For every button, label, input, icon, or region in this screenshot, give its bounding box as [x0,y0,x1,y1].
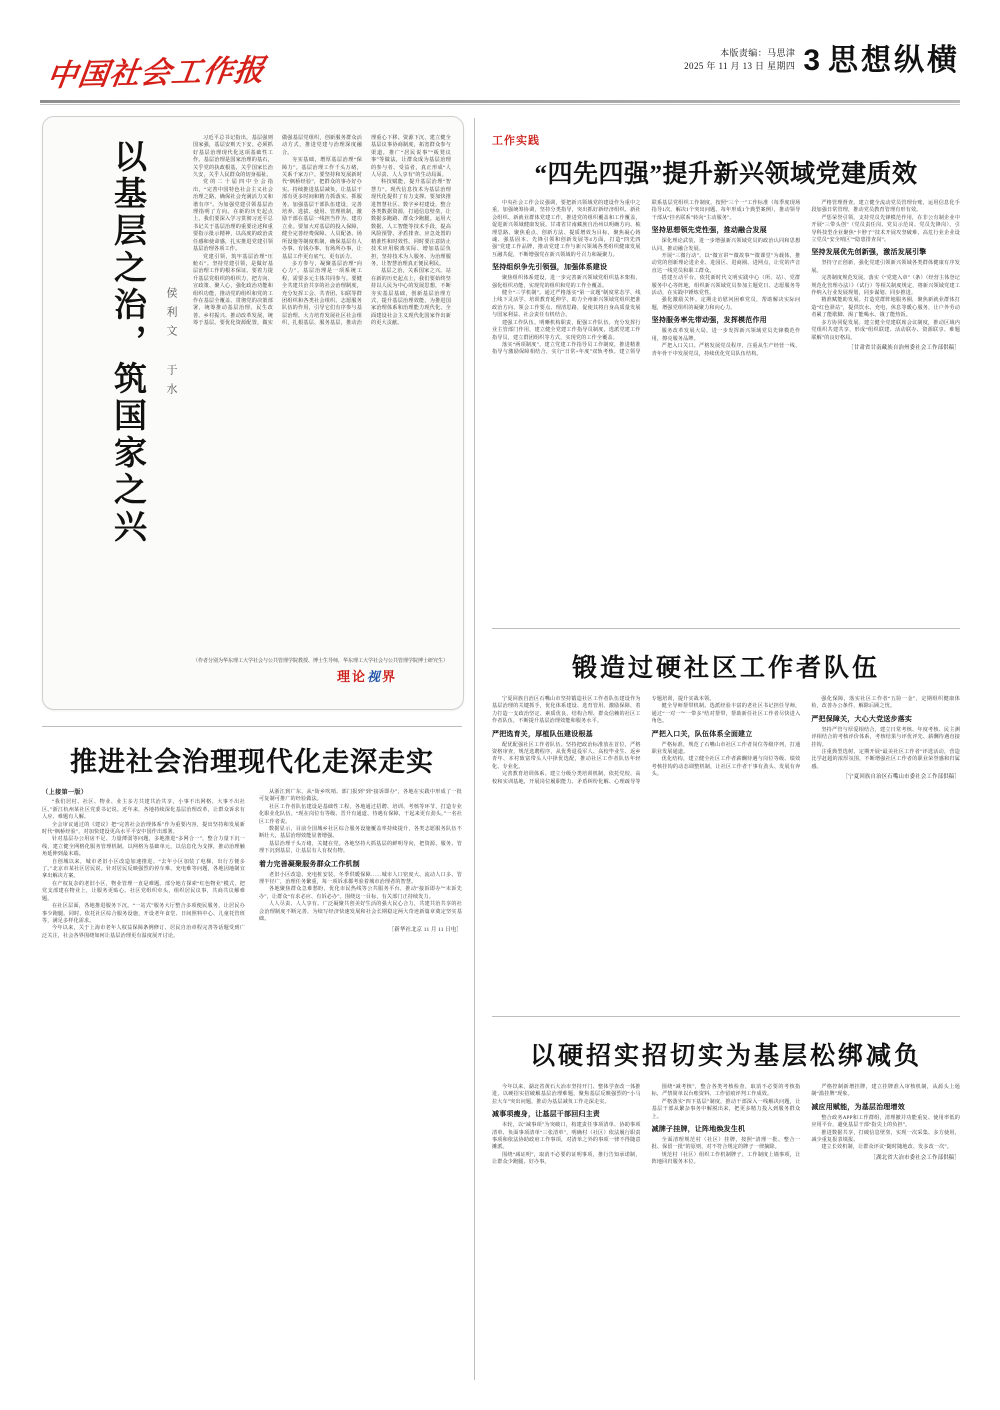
section-divider-r1 [492,628,960,629]
article-paragraph: 严格标准，规范了石嘴山市社区工作者岗位等级序列，打通职业发展通道。 [651,741,801,756]
feature-paragraph: 习近平总书记指出，基层强则国家强，基层安则天下安。必须抓好基层治理现代化这项基础性工作。基层治理是国家治理的基石，关乎党的执政根基，关乎国家长治久安，关乎人民群众的切身福祉。 [193,135,273,179]
article-source: ［宁夏回族自治区石嘴山市委社会工作部供稿］ [842,774,960,781]
article-paragraph: 完善制度规范发展。落实《“党建入章”（条）（经营主体登记规范化管理办法）》（试行）等相关制度规定，将新兴领域党建工作纳入行业发展规划，同步谋划、同步推进。 [811,275,960,297]
article-subheading: 坚持发展优先创新强，激活发展引擎 [811,249,927,257]
article-paragraph: 开展“三微行动”。以“微宣讲”“微故事”“微课堂”为载体，推动党的创新理论进企业、进园区、进商圈、进网点，让党的声音直达一线党员和职工群众。 [651,253,801,274]
article-subheading: 减牌子挂牌，让阵地焕发生机 [651,1126,746,1134]
article-paragraph: 多方协同促发展。建立健全党建联席会议制度，推动区域内党组织共建共享，形成“组织联建、活动联办、资源联享、难题联解”的良好格局。 [811,319,960,341]
article-paragraph: 优化结构，建立健全社区工作者薪酬待遇与岗位等级、绩效考核挂钩的动态调整机制，让社区工作者干事有劲头、发展有奔头。 [651,756,801,778]
section-divider-left [42,726,462,727]
article-r2-body [492,696,960,786]
article-r1-headline: “四先四强”提升新兴领域党建质效 [534,161,918,188]
article-paragraph: 精准赋能助发展。打造党群阵地服务圈，聚焦新就业群体打造“红色驿站”，提供饮水、充电、休息等暖心服务，让户外劳动者累了能歇脚、渴了能喝水、饿了能热饭。 [811,297,960,319]
article-left-paragraph: 从浙江到广东，从“街乡吹哨、部门报到”到“接诉即办”，各地在实践中形成了一批可复制可推广的经验做法。 [259,789,462,803]
feature-title: 以基层之治，筑国家之兴 [109,139,145,546]
feature-inner [53,127,453,699]
feature-body [193,135,451,643]
article-paragraph: 服务改革发展大局，进一步发挥新兴领域党员先锋模范作用，擦亮服务品牌。 [651,328,801,342]
article-left-body [42,789,462,940]
article-paragraph: 聚焦组织体系建设，进一步完善新兴领域党组织基本架构，强化组织功能，实现党的组织和党的工作全覆盖。 [492,275,641,289]
feature-paragraph: 科技赋能，提升基层治理“智慧力”。现代信息技术为基层治理现代化提供了有力支撑。要加快推进智慧社区、数字乡村建设，整合各类数据资源，打通信息壁垒，让数据多跑路、群众少跑腿。运用大数据、人工智能等技术手段，提高风险预警、矛盾排查、应急处置的精准性和时效性。同时要注意防止技术应用脱离实际、增加基层负担，坚持技术为人服务、为治理服务，让智慧治理真正便民利民。 [371,179,451,267]
article-paragraph: 推进数据共享，打破信息壁垒，实现一次采集、多方使用，减少重复报表填报。 [811,1129,960,1144]
article-source: ［新华社北京 11 月 11 日电］ [388,926,462,933]
article-paragraph: 建立长效机制，让群众评议“随时随地改、发多改一次”。 [821,1144,952,1151]
article-left-paragraph: 针对基层办公用房不足、力量薄弱等问题，多地推进“多网合一”，整合力量下沉一线，建立健全网格化服务管理机制。以网格为基础单元，以信息化为支撑，推动治理触角延伸到最末端。 [42,836,245,858]
feature-note: （作者分别为华东理工大学社会与公共管理学院教授、博士生导师，华东理工大学社会与公共管理学院博士研究生） [193,658,449,664]
theory-stamp-part2: 视 [366,669,382,684]
article-paragraph: 全面清理规范村（社区）挂牌，按照“清理一批、整合一批、保留一批”的原则，对不符合规定的牌子一律摘除。 [651,1137,801,1151]
article-left-paragraph: 今年以来，关于上海市老年人权益保障条例修订、居民自治章程完善等话题受到广泛关注，社会各界围绕如何让基层治理更有温度展开讨论。 [42,925,245,939]
article-left-paragraph: 社区工作者队伍建设是基础性工程。各地通过招聘、培训、考核等环节，打造专业化职业化队伍。“现在岗位有等级、晋升有通道、待遇有保障，干起来更有劲头。”一名社区工作者说。 [259,803,462,825]
feature-box [42,116,464,710]
article-lead: 宁夏回族自治区石嘴山市坚持锻造社区工作者队伍建设作为基层治理的关键抓手，优化体系建设、选育管用、激励保障，着力打造一支政治坚定、素质优良、结构合理、群众信赖的社区工作者队伍，不断提升基层治理效能和服务水平。 [492,696,641,725]
article-subheading: 减事项瘦身，让基层干部回归主责 [492,1111,600,1119]
article-paragraph: 严格控制新增挂牌，建立挂牌准入审核机制，从源头上遏制“滥挂牌”现象。 [811,1084,960,1098]
article-subheading: 坚持思想领先党性强，推动融合发展 [651,227,767,235]
article-paragraph: 坚持严管与厚爱相结合，建立日常考核、年度考核、民主测评相结合的考核评价体系，考核结果与评优评先、薪酬待遇直接挂钩。 [811,726,960,748]
article-r1-body [492,200,960,358]
feature-author: 侯利文 于水 [165,287,177,402]
article-left-paragraph: 自创城以来，城市老旧小区改造加速推进。“去年小区加装了电梯，出行方便多了。”北京市某社区居民说。针对居民反映强烈的停车难、充电难等问题，各地因地制宜拿出解决方案。 [42,858,245,880]
article-subheading: 严把选育关，厚植队伍建设根基 [492,730,593,738]
feature-paragraph: 基层之治，关系国家之兴。站在新的历史起点上，我们要始终坚持以人民为中心的发展思想，不断夯实基层基础，创新基层治理方式，提升基层治理效能，为推进国家治理体系和治理能力现代化、全面建设社会主义现代化国家作出新的更大贡献。 [371,268,451,327]
article-left-paragraph: 全会审议通过的《建议》把“完善社会治理体系”作为重要内容，提出坚持和发展新时代“枫桥经验”，对加快建设更高水平平安中国作出部署。 [42,821,245,836]
column-divider-main [474,118,475,1380]
article-lead: 中央社会工作会议强调，要把新兴领域党的建设作为重中之重，加强统筹协调，坚持分类指导，突出抓好新经济组织、新社会组织、新就业群体党建工作，推进党的组织覆盖和工作覆盖，促进新兴领域健康发展。甘肃省甘南藏族自治州以明确方向、梳理思路、聚焦重点、创新方法、提质增效为目标，聚焦凝心铸魂、强基固本、先锋引领和创新发展等4方面，打造“四先四强”党建工作品牌，推动党建工作与新兴领域各类组织健康发展互融共促，不断增强党在新兴领域的号召力和凝聚力。 [492,200,641,258]
article-paragraph: 严格落实“四下基层”制度，推动干部深入一线解决问题，让基层干部从繁杂事务中解脱出来，把更多精力投入到服务群众上。 [651,1098,801,1120]
article-paragraph: 建强工作队伍。明晰机构职责，配强工作队伍，充分发挥行业主管部门作用，建立健全党建工作指导员制度，选派党建工作指导员，建立群团组织等方式，实现党的工作全覆盖。 [492,319,641,341]
theory-stamp-part3: 界 [381,669,397,684]
article-paragraph: 健全导师帮带机制。选派经验丰富的老社区书记担任导师，通过“一对一”“一带多”结对帮带，帮助新任社区工作者尽快进入角色。 [651,703,801,725]
article-left-paragraph: 老旧小区改造、充电桩安装、冬季供暖保障……城市人口密度大、流动人口多、管理半径广，治理任务繁重，每一项诉求都考验着城市治理者的智慧。 [259,871,462,886]
article-paragraph: 搭建互动平台。依托新时代文明实践中心（所、站）、党群服务中心等阵地，组织新兴领域党员参加主题党日、志愿服务等活动，在实践中锤炼党性。 [651,275,801,297]
editor-line: 本版责编：马思津 [720,47,796,58]
article-paragraph: 围绕“减考核”，整合各类考核检查，取消不必要的考核指标，严禁简单以台账资料、工作留痕评判工作成效。 [651,1084,801,1098]
article-paragraph: 深化理论武装，进一步增强新兴领域党员的政治认同和思想认同，推动融合发展。 [651,238,801,252]
article-left [42,740,462,1380]
article-r3-headline: 以硬招实招切实为基层松绑减负 [529,1043,922,1070]
article-left-paragraph: 人人尽责、人人享有。广泛凝聚共创美好生活的强大民心合力，共建共治共享的社会治理制度不断完善，为续写经济快速发展和社会长期稳定两大奇迹新篇章奠定坚实基础。 [259,901,462,923]
article-paragraph: 严把入口关口。严格发展党员程序，注重从生产经营一线、青年骨干中发展党员，持续优化党员队伍结构。 [651,343,801,357]
article-paragraph: 配优配强社区工作者队伍。坚持把政治标准放在首位，严格资格审查，规范选聘程序，从优秀退役军人、高校毕业生、返乡青年、本村致富带头人中择优选配，推动社区工作者队伍年轻化、专业化。 [492,741,641,770]
feature-paragraph: 多方参与，凝聚基层治理“向心力”。基层治理是一项系统工程，需要多元主体共同参与。要健全共建共治共享的社会治理制度，充分发挥工会、共青团、妇联等群团组织和各类社会组织、志愿服务队伍的作用，引导它们有序参与基层治理。大力培育发展社区社会组织，扎根基层、服务基层，推动治理重心下移、资源下沉，建立健全基层议事协商制度，拓宽群众参与渠道，推广“居民说事”“板凳议事”等做法，让群众成为基层治理的参与者、受益者，真正形成“人人尽责、人人享有”的生动局面。 [282,135,451,327]
article-r3 [492,1036,960,1167]
article-r1-kicker: 工作实践 [492,135,540,147]
article-paragraph: 严格管理督查。建立健全流动党员管理台账，运用信息化手段加强日常管理，推动党员教育管理有形有效。 [811,200,960,214]
section-divider-r2 [492,1016,960,1017]
masthead-rule [40,100,960,103]
article-paragraph: 完善教育培训体系。建立分级分类培训机制，依托党校、高校和实训基地，开展岗位履职能力、矛盾纠纷化解、心理疏导等专题培训，提升实战本领。 [492,696,715,785]
article-subheading: 严把入口关，队伍体系全面建立 [651,730,753,738]
article-paragraph: 注重典型选树，定期开展“最美社区工作者”评选活动，营造比学赶超的浓厚氛围，不断增强社区工作者的职业荣誉感和归属感。 [811,749,960,770]
continued-from-label: （上接第一版） [42,789,88,796]
theory-stamp [337,666,397,685]
article-subheading: 坚持服务率先带动强，发挥模范作用 [651,317,767,325]
theory-stamp-part1: 理论 [336,669,367,684]
article-paragraph: 健全“三学机制”。通过严格落实“第一议题”制度常态学、线上线下灵活学、培训教育延伸学，助力全州新兴领域党组织把准政治方向、领会工作要点、理清思路，促使其将自身高质量发展与国家利益、社会责任有机结合。 [492,290,641,319]
article-paragraph: 本轮，以“减事项”为突破口，构建责任事项清单、协助事项清单、负面事项清单“三张清单”，明确村（社区）依法履行职责事项和依法协助政府工作事项，对清单之外的事项一律不得随意摊派。 [492,1122,641,1151]
article-subheading: 减应用赋能，为基层治理增效 [811,1103,905,1111]
feature-paragraph: 党的二十届四中全会指出，“完善中国特色社会主义社会治理之路，确保社会充满活力又和谐有序”。为加强党建引领基层治理指明了方向。在新的历史起点上，我们要深入学习贯彻习近平总书记关于基层治理的重要论述和重要指示批示精神，以高度的政治责任感和使命感，扎实推进党建引领基层治理各项工作。 [193,179,273,253]
masthead-rule-thin [40,104,960,105]
article-r1 [492,132,960,358]
newspaper-logo: 中国社会工作报 [44,54,268,93]
article-left-paragraph: “我们居村、社区、物业、业主多方共建共治共享，小事不出网格、大事不出社区。”浙江杭州某社区党委书记说。近年来，各地持续深化基层治理改革，让群众诉求有人应、难题有人解。 [42,799,245,821]
article-paragraph: 坚持守正创新，强化党建引领新兴领域各类群体健康有序发展。 [811,260,960,274]
article-subheading: 严把保障关，大心大党送步落实 [811,715,913,723]
article-paragraph: 落实“两项制度”。建立党建工作指导员工作制度，推进精准指导与激励保障相结合，实行“日常+年度”双轨考核。建立领导联系基层党组织工作制度，按照“三个一”工作标准（每季度现场指导1次，解决1个突出问题、每年形成1个典型案例），推动领导干部从“挂名联系”转向“主动服务”。 [492,200,801,356]
article-left-paragraph: 数据显示，目前全国城乡社区综合服务设施覆盖率持续提升，各类志愿服务队伍不断壮大，基层治理效能显著增强。 [259,826,462,840]
article-source: ［甘肃省甘南藏族自治州委社会工作部供稿］ [848,344,960,351]
article-paragraph: 规范村（社区）组织工作机制牌子、工作制度上墙事项，让阵地回归服务本位。 [651,1151,801,1166]
article-left-headline: 推进社会治理现代化走深走实 [70,747,434,777]
article-source: ［湖北省大冶市委社会工作部供稿］ [870,1154,960,1161]
article-lead: 今年以来，湖北省黄石大冶市坚持开门、整体学查改一体推进，以硬招实招破解基层治理难题，聚焦基层反映强烈的“小马拉大车”突出问题，推动为基层减负工作走深走实。 [492,1084,641,1105]
date-line: 2025 年 11 月 13 日 星期四 [684,60,796,71]
masthead-meta [684,47,795,76]
feature-paragraph: 夯实基础，增厚基层治理“保障力”。基层治理工作千头万绪，关系千家万户。要坚持和发展新时代“枫桥经验”，把群众的事办好办实。持续推进基层减负，让基层干部有更多时间和精力抓落实、抓服务。加强基层干部队伍建设，完善培养、选拔、使用、管理机制，激励干部在基层一线担当作为、建功立业。要加大对基层的投入保障，健全完善经费保障、人员配备、场所设施等制度机制，确保基层有人办事、有钱办事、有场所办事，让基层工作更有底气、更有活力。 [282,157,362,260]
article-paragraph: 整合政务APP和工作群组，清理撤并功能重复、使用率低的应用平台，避免基层干部“指尖上的负担”。 [811,1114,960,1129]
article-r2-headline: 锻造过硬社区工作者队伍 [571,655,880,682]
page-number: 3 [803,44,820,77]
article-left-paragraph: 各地聚焦群众急难愁盼，优化市民热线等公共服务平台，推动“接诉即办”“未诉先办”，让群众“有求必应、有诉必办”。围绕这一目标，有关部门正持续发力。 [259,886,462,900]
section-name: 思想纵横 [828,44,960,77]
article-left-paragraph: 在社区层面，各地推进服务下沉。“一站式”服务大厅整合多项便民服务，让居民办事少跑腿。同时，依托社区综合服务设施，开设老年食堂、日间照料中心、儿童托管班等，满足多样化需求。 [42,903,245,924]
article-left-paragraph: 基层治理千头万绪，关键在党。各地坚持大抓基层的鲜明导向，把资源、服务、管理下沉到基层，让基层有人有权有物。 [259,840,462,855]
article-left-paragraph: 在产权复杂的老旧小区，物业管理一直是难题。部分地方探索“红色物业”模式，把党支部建在物业上，让服务更贴心。社区党组织牵头，组织居民议事，共商共议解难题。 [42,880,245,902]
feature-paragraph: 党建引领，筑牢基层治理“压舱石”。坚持党建引领，是做好基层治理工作的根本保证。要着力提升基层党组织的组织力，把方向、宣政策、聚人心，强化政治功能和组织功能，推动党的组织和党的工作在基层全覆盖、贯彻党的决策部署，统筹推动基层治理、民生改善、乡村振兴、推动改革发展，统筹于基层。要优化资源配置，做实做强基层党组织，创新服务群众活动方式，推进党建与治理深度融合。 [193,135,362,327]
article-paragraph: 严惩荣誉引领。支持党员先锋模范作用，在非公有制企业中开展“三带头创”（党员责任岗、党员示范岗、党员先锋岗），引导科技型企业聚焦“卡脖子”技术开展攻坚破难，高危行业企业设立党员“安全哨区”“隐患排查岗”。 [811,214,960,244]
article-subheading: 坚持组织争先引领强，加强体系建设 [492,264,608,272]
article-subheading: 着力完善凝聚服务群众工作机制 [259,860,360,868]
article-paragraph: 围绕“减证明”，取消不必要的证明事项，推行告知承诺制，让群众少跑腿、好办事。 [492,1151,641,1166]
masthead [40,46,960,102]
article-paragraph: 强化激励关怀。定期走访慰问困难党员，帮助解决实际问题，增强党组织的凝聚力和向心力。 [651,297,801,311]
masthead-right [684,46,960,76]
article-r3-body [492,1084,960,1167]
article-paragraph: 强化保障，落实社区工作者“五险一金”，定期组织健康体检，改善办公条件，解除后顾之忧。 [811,696,960,710]
article-r2 [492,648,960,786]
